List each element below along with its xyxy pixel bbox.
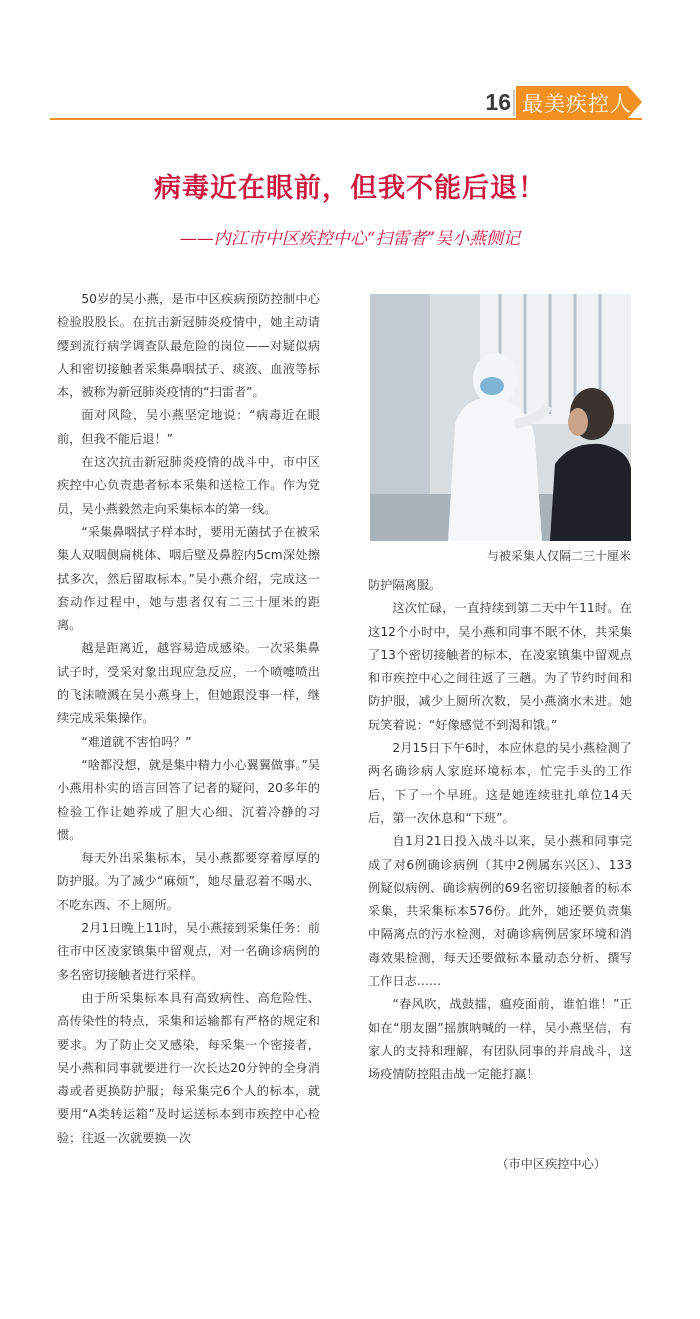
article-source: （市中区疾控中心） (496, 1157, 606, 1171)
left-column (57, 288, 320, 1150)
paragraph: “难道就不害怕吗？” (81, 734, 192, 749)
article-title: 病毒近在眼前，但我不能后退！ (154, 173, 546, 204)
section-title: 最美疾控人 (522, 92, 632, 116)
section-tab (516, 86, 642, 118)
paragraph: “啥都没想，就是集中精力小心翼翼做事。”吴小燕用朴实的语言回答了记者的疑问，20多年的检验工作让她养成了胆大心细、沉着冷静的习惯。 (57, 757, 320, 842)
paragraph: 面对风险，吴小燕坚定地说：“病毒近在眼前，但我不能后退！” (57, 408, 320, 446)
paragraph: 2月1日晚上11时，吴小燕接到采集任务：前往市中区凌家镇集中留观点，对一名确诊病例的多名密切接触者进行采样。 (57, 921, 320, 982)
paragraph: 越是距离近，越容易造成感染。一次采集鼻试子时，受采对象出现应急反应，一个喷嚏喷出的飞沫喷溅在吴小燕身上，但她跟没事一样，继续完成采集操作。 (57, 641, 320, 726)
paragraph: “采集鼻咽拭子样本时，要用无菌拭子在被采集人双咽侧扁桃体、咽后壁及鼻腔内5cm深处擦拭多次，然后留取标本。”吴小燕介绍，完成这一套动作过程中，她与患者仅有二三十厘米的距离。 (57, 524, 320, 633)
paragraph: “春风吹，战鼓擂，瘟疫面前，谁怕谁！”正如在“朋友圈”摇旗呐喊的一样，吴小燕坚信，有家人的支持和理解，有团队同事的并肩战斗，这场疫情防控阻击战一定能打赢！ (368, 997, 632, 1082)
photo-caption: 与被采集人仅隔二三十厘米 (486, 549, 631, 563)
header-rule (50, 118, 642, 120)
right-column (368, 574, 632, 1087)
paragraph: 自1月21日投入战斗以来，吴小燕和同事完成了对6例确诊病例（其中2例属东兴区）、133例疑似病例、确诊病例的69名密切接触者的标本采集，共采集标本576份。此外，她还要负责集中隔离点的污水检测，对确诊病例居家环境和消毒效果检测，每天还要做标本量动态分析、撰写工作日志…… (368, 834, 632, 989)
paragraph: 2月15日下午6时，本应休息的吴小燕检测了两名确诊病人家庭环境标本，忙完手头的工作后，下了一个早班。这是她连续驻扎单位14天后，第一次休息和“下班”。 (368, 741, 632, 825)
paragraph: 由于所采集标本具有高致病性、高危险性、高传染性的特点，采集和运输都有严格的规定和要求。为了防止交叉感染，每采集一个密接者，吴小燕和同事就要进行一次长达20分钟的全身消毒或者更换防护服；每采集完6个人的标本，就要用“A类转运箱”及时运送标本到市疾控中心检验；往返一次就要换一次 (57, 990, 320, 1145)
article-subtitle: ——内江市中区疾控中心“扫雷者”吴小燕侧记 (179, 229, 521, 249)
article-photo (370, 294, 631, 541)
paragraph: 在这次抗击新冠肺炎疫情的战斗中，市中区疾控中心负责患者标本采集和送检工作。作为党员，吴小燕毅然走向采集标本的第一线。 (57, 455, 320, 516)
paragraph: 这次忙碌，一直持续到第二天中午11时。在这12个小时中，吴小燕和同事不眠不休，共采集了13个密切接触者的标本，在凌家镇集中留观点和市疾控中心之间往返了三趟。为了节约时间和防护服，减少上厕所次数，吴小燕滴水未进。她玩笑着说：“好像感觉不到渴和饿。” (368, 601, 632, 732)
header-separator (513, 90, 515, 116)
page-header (0, 0, 700, 130)
page-number: 16 (485, 89, 511, 115)
photo-illustration (370, 294, 631, 541)
paragraph: 50岁的吴小燕，是市中区疾病预防控制中心检验股股长。在抗击新冠肺炎疫情中，她主动请缨到流行病学调查队最危险的岗位——对疑似病人和密切接触者采集鼻咽拭子、痰液、血液等标本，被称为新冠肺炎疫情的“扫雷者”。 (57, 292, 320, 400)
paragraph: 防护隔离服。 (368, 578, 442, 592)
paragraph: 每天外出采集标本，吴小燕都要穿着厚厚的防护服。为了减少“麻烦”，她尽量忍着不喝水、不吃东西、不上厕所。 (57, 851, 320, 912)
